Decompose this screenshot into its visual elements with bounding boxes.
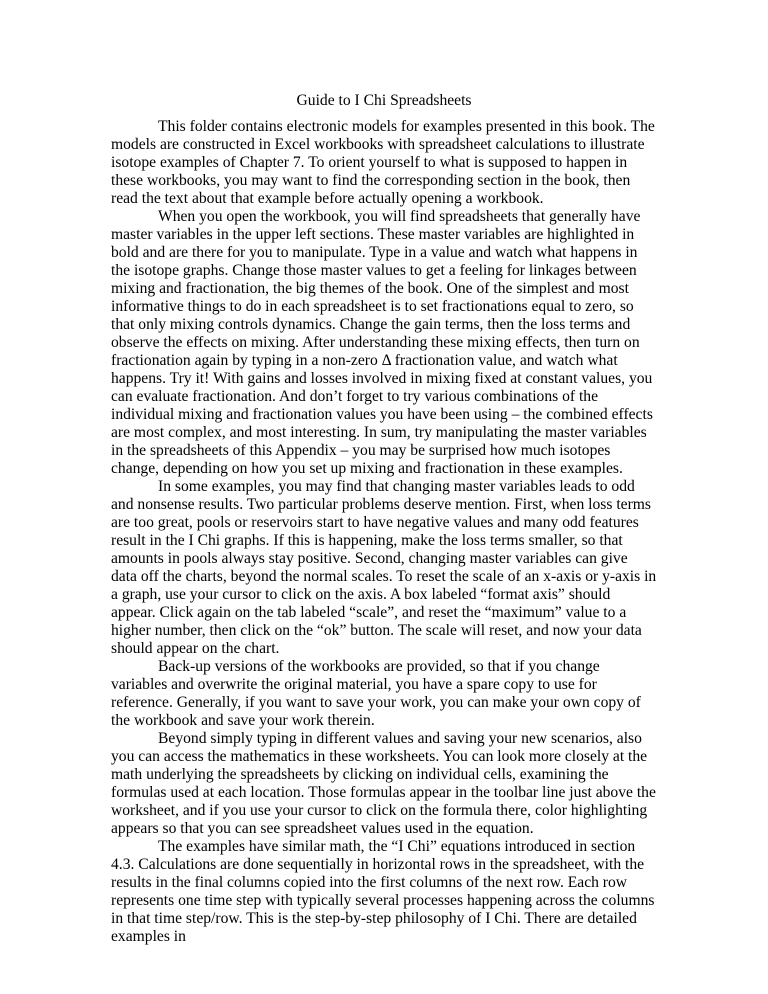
paragraph-backup: Back-up versions of the workbooks are provided, so that if you change variables and overwrite the original material, you have a spare copy to use for reference. Generally, if you want to save your work, you can make your own copy of the workbook and save your work therein. [111,658,641,729]
paragraph-intro: This folder contains electronic models for examples presented in this book. The models are constructed in Excel workbooks with spreadsheet calculations to illustrate isotope examples of Chapter 7. To orient yourself to what is supposed to happen in these workbooks, you may want to find the corresponding section in the book, then read the text about that example before actually opening a workbook. [111,118,655,207]
paragraph-mathematics: Beyond simply typing in different values and saving your new scenarios, also you can access the mathematics in these worksheets. You can look more closely at the math underlying the spreadsheets by clicking on individual cells, examining the formulas used at each location. Those formulas appear in the toolbar line just above the worksheet, and if you use your cursor to click on the formula there, color highlighting appears so that you can see spreadsheet values used in the equation. [111,730,656,837]
document-title: Guide to I Chi Spreadsheets [296,92,472,109]
paragraph-master-variables: When you open the workbook, you will find spreadsheets that generally have master variables in the upper left sections. These master variables are highlighted in bold and are there for you to manipulate. Type in a value and watch what happens in the isotope graphs. Change those master values to get a feeling for linkages between mixing and fractionation, the big themes of the book. One of the simplest and most informative things to do in each spreadsheet is to set fractionations equal to zero, so that only mixing controls dynamics. Change the gain terms, then the loss terms and observe the effects on mixing. After understanding these mixing effects, then turn on fractionation again by typing in a non-zero Δ fractionation value, and watch what happens. Try it! With gains and losses involved in mixing fixed at constant values, you can evaluate fractionation. And don’t forget to try various combinations of the individual mixing and fractionation values you have been using – the combined effects are most complex, and most interesting. In sum, try manipulating the master variables in the spreadsheets of this Appendix – you may be surprised how much isotopes change, depending on how you set up mixing and fractionation in these examples. [111,208,653,477]
paragraph-i-chi-equations: The examples have similar math, the “I Chi” equations introduced in section 4.3. Calculations are done sequentially in horizontal rows in the spreadsheet, with the results in the final columns copied into the first columns of the next row. Each row represents one time step with typically several processes happening across the columns in that time step/row. This is the step-by-step philosophy of I Chi. There are detailed examples in [111,838,655,945]
paragraph-problems: In some examples, you may find that changing master variables leads to odd and nonsense results. Two particular problems deserve mention. First, when loss terms are too great, pools or reservoirs start to have negative values and many odd features result in the I Chi graphs. If this is happening, make the loss terms smaller, so that amounts in pools always stay positive. Second, changing master variables can give data off the charts, beyond the normal scales. To reset the scale of an x-axis or y-axis in a graph, use your cursor to click on the axis. A box labeled “format axis” should appear. Click again on the tab labeled “scale”, and reset the “maximum” value to a higher number, then click on the “ok” button. The scale will reset, and now your data should appear on the chart. [111,478,657,657]
